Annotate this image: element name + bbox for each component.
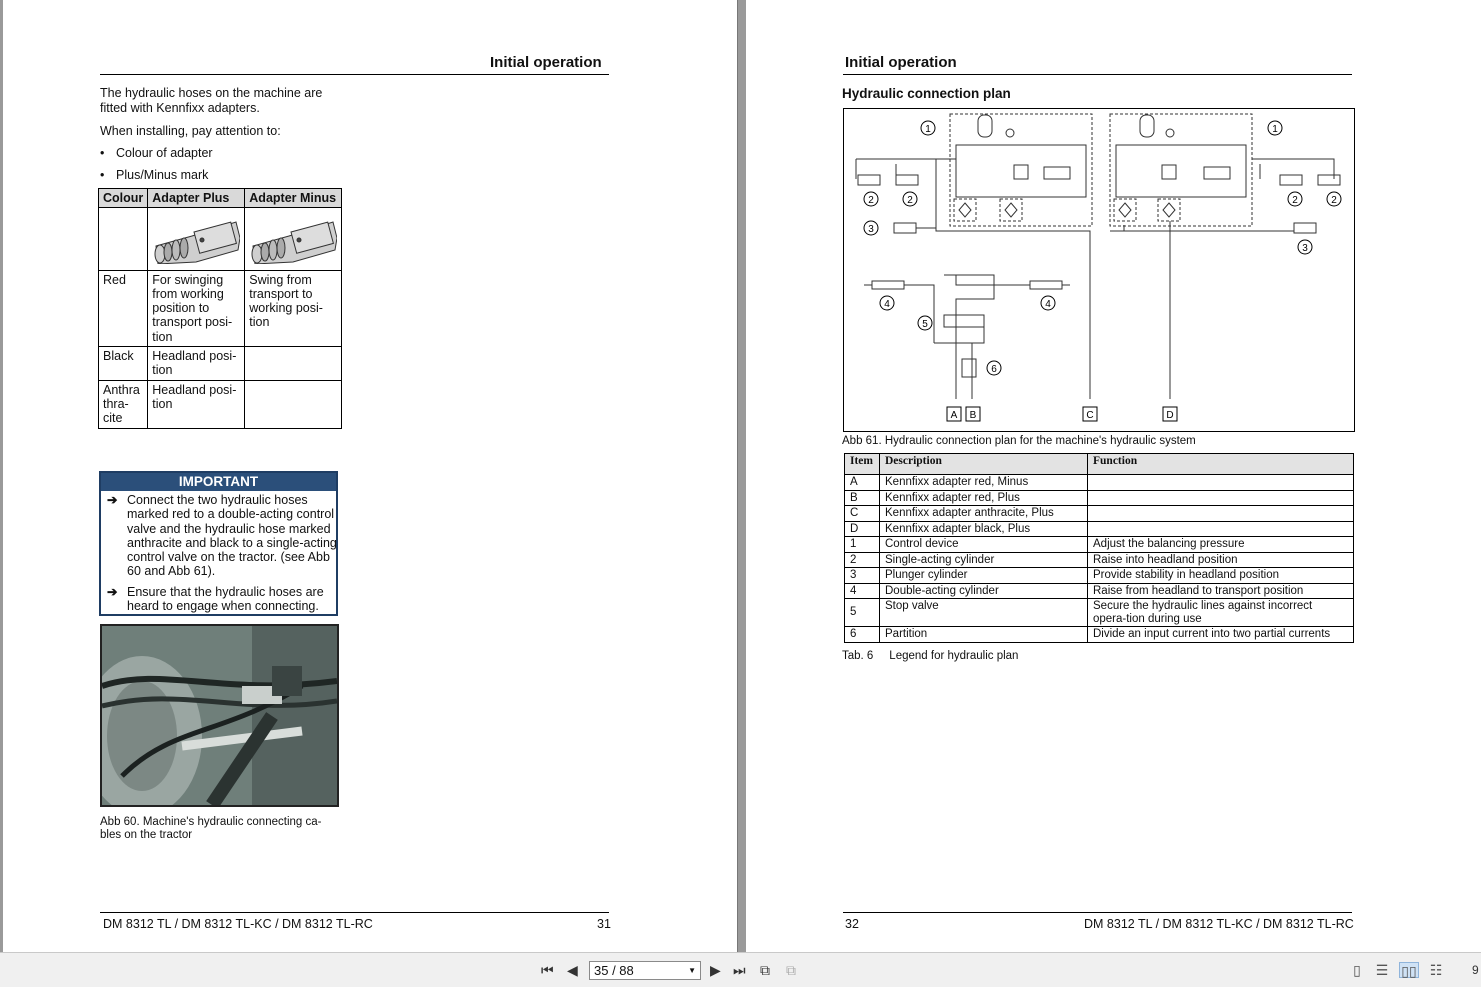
table-cell: B (845, 490, 880, 506)
important-item-text: Ensure that the hydraulic hoses are heard to engage when connecting. (127, 585, 324, 614)
caption-line: bles on the tractor (100, 829, 193, 841)
important-item-text: Connect the two hydraulic hoses marked red to a double-acting control valve and the hydraulic hose marked anthracite and black to a single-acting control valve on the tractor. (see Abb 60 and Abb 61). (127, 493, 337, 579)
table-cell: 5 (845, 599, 880, 627)
table-row (845, 568, 1354, 584)
table-cell (1088, 475, 1354, 491)
diagram-label-2: 2 (907, 195, 913, 206)
table-cell: Kennfixx adapter red, Plus (880, 490, 1088, 506)
table-cell (245, 347, 342, 381)
column-header: Function (1088, 454, 1354, 475)
table-header-row (845, 454, 1354, 475)
diagram-label-5: 5 (922, 319, 928, 330)
left-page (3, 0, 738, 952)
hydraulic-schematic (844, 109, 1354, 431)
section-subheader: Hydraulic connection plan (842, 86, 1011, 101)
table-cell: D (845, 521, 880, 537)
bullet-text: Plus/Minus mark (116, 168, 209, 182)
table-header-row (99, 189, 342, 208)
arrow-right-icon: ➔ (107, 493, 118, 507)
table-cell: 1 (845, 537, 880, 553)
table-row (99, 270, 342, 346)
footer-model: DM 8312 TL / DM 8312 TL-KC / DM 8312 TL-RC (103, 917, 373, 931)
diagram-label-6: 6 (991, 364, 997, 375)
page-header: Initial operation (845, 54, 957, 71)
diagram-caption: Abb 61. Hydraulic connection plan for the machine's hydraulic system (842, 435, 1196, 447)
tractor-hydraulics-photo (100, 624, 339, 807)
chevron-down-icon[interactable]: ▼ (688, 966, 696, 975)
table-cell (1088, 506, 1354, 522)
table-cell: 6 (845, 627, 880, 643)
table-cell: A (845, 475, 880, 491)
photo-illustration (102, 626, 337, 805)
page-number-input[interactable] (589, 961, 701, 980)
table-cell: Kennfixx adapter red, Minus (880, 475, 1088, 491)
table-cell: Provide stability in headland position (1088, 568, 1354, 584)
important-item (105, 585, 337, 614)
adapter-plus-icon (152, 210, 240, 264)
header-rule (100, 74, 609, 75)
table-cell (99, 208, 148, 270)
table-cell (245, 380, 342, 428)
diagram-label-3: 3 (1302, 243, 1308, 254)
adapter-minus-icon (249, 210, 337, 264)
diagram-label-2: 2 (1292, 195, 1298, 206)
legend-table (844, 453, 1354, 643)
photo-caption (100, 816, 335, 842)
table-cell: Raise into headland position (1088, 552, 1354, 568)
intro-line-2: fitted with Kennfixx adapters. (100, 100, 260, 115)
table-cell: Double-acting cylinder (880, 583, 1088, 599)
single-page-view-icon[interactable]: ▯ (1353, 962, 1361, 978)
bullet-item: • Plus/Minus mark (100, 168, 209, 182)
table-cell: Headland posi-tion (148, 380, 245, 428)
table-row (845, 506, 1354, 522)
table-cell (1088, 521, 1354, 537)
port-label-b: B (969, 410, 977, 421)
table-row (99, 380, 342, 428)
table-row (845, 583, 1354, 599)
prev-page-icon[interactable]: ◀ (567, 962, 578, 978)
colour-table (98, 188, 342, 429)
table-cell: Kennfixx adapter anthracite, Plus (880, 506, 1088, 522)
column-header: Description (880, 454, 1088, 475)
table-row (845, 521, 1354, 537)
next-page-icon[interactable]: ▶ (710, 962, 721, 978)
last-page-icon[interactable]: ⏭ (733, 962, 746, 978)
footer-page-number: 32 (845, 917, 859, 931)
column-header: Colour (99, 189, 148, 208)
table-cell: Anthra thra-cite (99, 380, 148, 428)
next-view-icon[interactable]: ⧉ (786, 962, 796, 978)
table-cell: Red (99, 270, 148, 346)
page-header: Initial operation (490, 54, 602, 71)
column-header: Adapter Minus (245, 189, 342, 208)
table-cell: Raise from headland to transport position (1088, 583, 1354, 599)
diagram-label-1: 1 (1272, 124, 1278, 135)
table-cell: Secure the hydraulic lines against incorrect opera-tion during use (1088, 599, 1354, 627)
footer-page-number: 31 (597, 917, 611, 931)
table-row (845, 475, 1354, 491)
port-label-d: D (1166, 410, 1174, 421)
viewer-toolbar (0, 952, 1481, 987)
table-cell: Swing from transport to working posi-tion (245, 270, 342, 346)
diagram-label-4: 4 (884, 299, 890, 310)
table-cell: For swinging from working position to transport posi-tion (148, 270, 245, 346)
continuous-facing-view-icon[interactable]: ☷ (1429, 962, 1443, 978)
table-cell: Single-acting cylinder (880, 552, 1088, 568)
table-cell: Control device (880, 537, 1088, 553)
diagram-label-1: 1 (925, 124, 931, 135)
table-cell: Black (99, 347, 148, 381)
header-rule (843, 74, 1352, 75)
table-cell: Kennfixx adapter black, Plus (880, 521, 1088, 537)
important-item (105, 493, 337, 579)
table-row (99, 347, 342, 381)
table-cell: 4 (845, 583, 880, 599)
table-cell: Adjust the balancing pressure (1088, 537, 1354, 553)
table-cell: 2 (845, 552, 880, 568)
adapter-image-row (99, 208, 342, 270)
table-cell: Divide an input current into two partial currents (1088, 627, 1354, 643)
intro-line-1: The hydraulic hoses on the machine are (100, 86, 323, 100)
continuous-view-icon[interactable]: ☰ (1375, 962, 1389, 978)
hydraulic-diagram (843, 108, 1355, 432)
caption-line: Abb 60. Machine's hydraulic connecting ca- (100, 816, 322, 828)
facing-view-icon[interactable]: ▯▯ (1399, 962, 1419, 978)
port-label-c: C (1086, 410, 1094, 421)
table-cell: 3 (845, 568, 880, 584)
footer-rule (100, 912, 609, 913)
table-row (845, 599, 1354, 627)
zoom-level[interactable]: 9 (1472, 963, 1479, 977)
adapter-minus-image (245, 208, 342, 270)
table-cell: Stop valve (880, 599, 1088, 627)
important-box (99, 471, 338, 616)
bullet-item: • Colour of adapter (100, 146, 213, 160)
page-indicator-text: 35 / 88 (594, 963, 634, 978)
table-row (845, 552, 1354, 568)
diagram-label-3: 3 (868, 224, 874, 235)
first-page-icon[interactable]: ⏮ (541, 962, 554, 978)
right-page (746, 0, 1481, 952)
footer-rule (843, 912, 1352, 913)
table-cell: Plunger cylinder (880, 568, 1088, 584)
table-row (845, 490, 1354, 506)
diagram-label-4: 4 (1045, 299, 1051, 310)
port-label-a: A (950, 410, 958, 421)
diagram-label-2: 2 (1331, 195, 1337, 206)
intro-text (100, 86, 340, 115)
table-row (845, 627, 1354, 643)
table-cell (1088, 490, 1354, 506)
table-cell: Partition (880, 627, 1088, 643)
diagram-label-2: 2 (868, 195, 874, 206)
bullet-text: Colour of adapter (116, 146, 213, 160)
column-header: Adapter Plus (148, 189, 245, 208)
arrow-right-icon: ➔ (107, 585, 118, 599)
previous-view-icon[interactable]: ⧉ (760, 962, 770, 978)
adapter-plus-image (148, 208, 245, 270)
attention-text: When installing, pay attention to: (100, 124, 281, 138)
important-title: IMPORTANT (101, 473, 336, 491)
footer-model: DM 8312 TL / DM 8312 TL-KC / DM 8312 TL-RC (1084, 917, 1354, 931)
legend-caption: Tab. 6 Legend for hydraulic plan (842, 650, 1019, 662)
table-cell: Headland posi-tion (148, 347, 245, 381)
table-row (845, 537, 1354, 553)
column-header: Item (845, 454, 880, 475)
table-cell: C (845, 506, 880, 522)
